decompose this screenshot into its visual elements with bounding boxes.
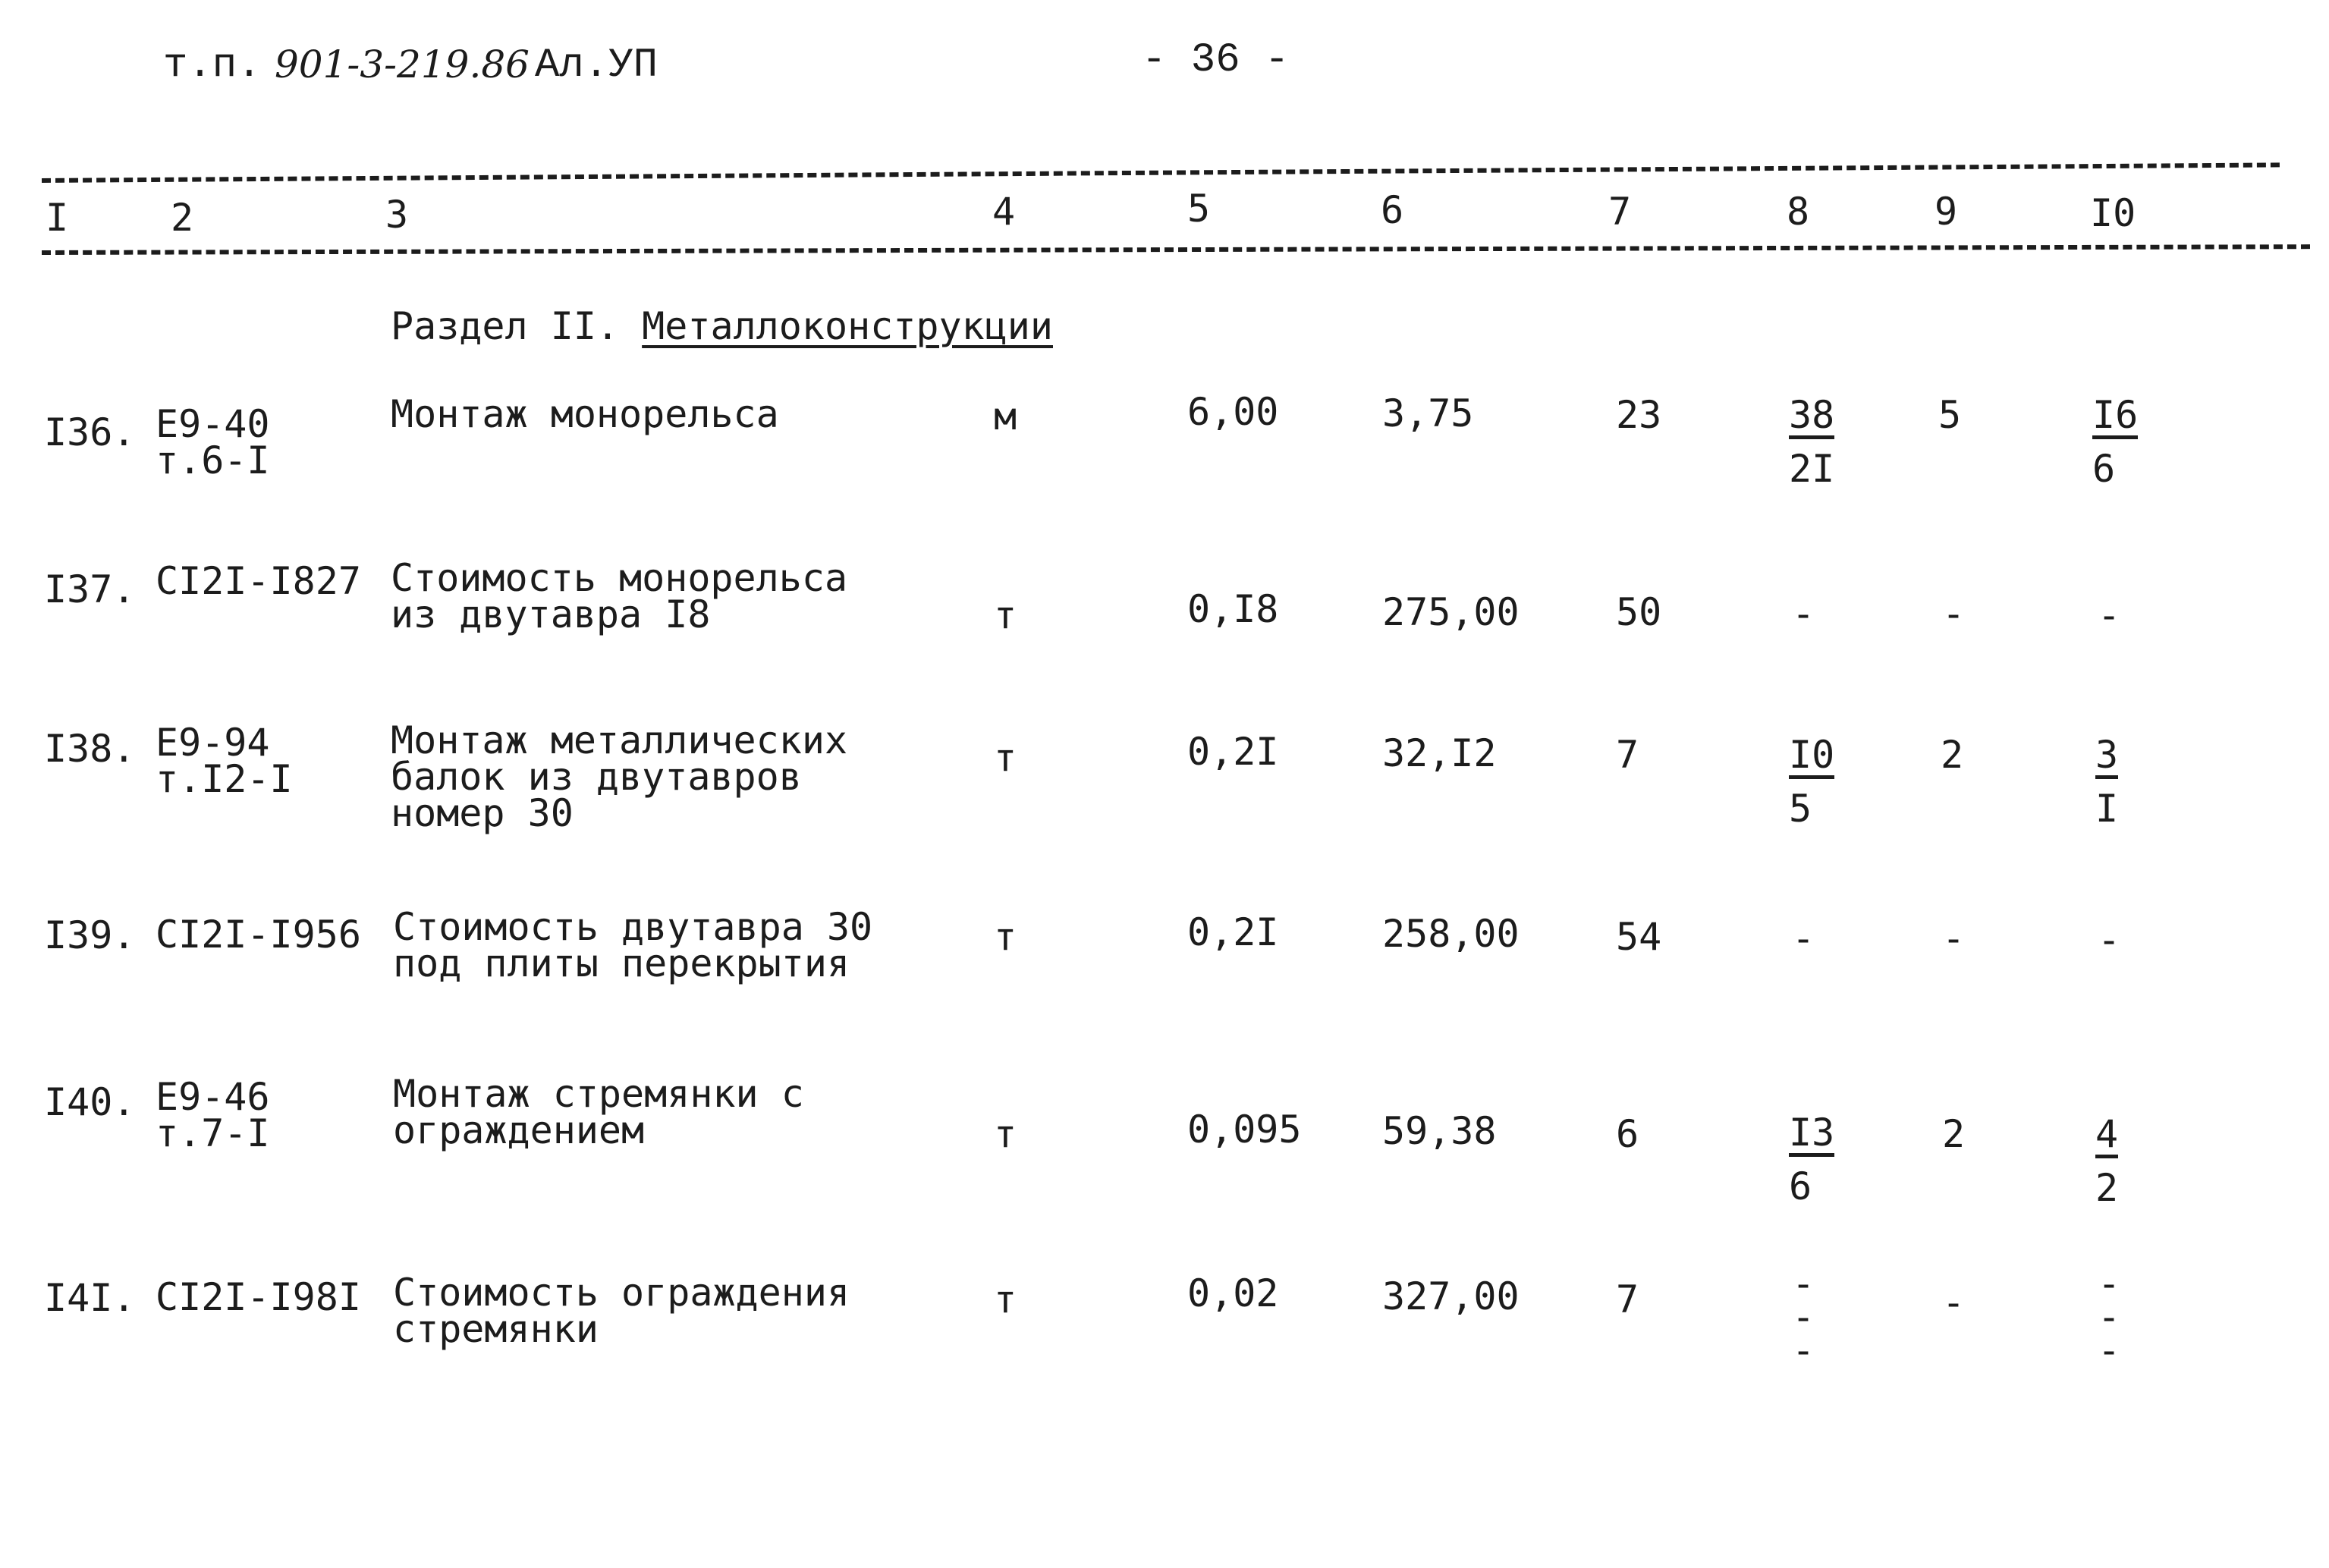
row-col8: - (1792, 916, 1815, 960)
col-header-3: 3 (385, 193, 409, 237)
row-code: E9-40 т.6-I (156, 402, 270, 482)
row-name: Монтаж стремянки с ограждением (393, 1072, 804, 1152)
fraction-numerator: 4 (2095, 1115, 2118, 1158)
row-code: CI2I-I827 (156, 559, 361, 603)
col-header-7: 7 (1608, 190, 1632, 234)
row-col10: - - - (2098, 1262, 2121, 1372)
header-bottom-rule (42, 244, 2310, 255)
row-col9: 2 (1941, 733, 1964, 777)
row-col8-fraction (1789, 393, 1835, 491)
fraction-denominator: 2I (1789, 447, 1835, 491)
row-number: I40. (44, 1080, 136, 1124)
row-col8: - - - (1792, 1262, 1815, 1372)
row-col8: - (1792, 592, 1815, 636)
row-total: 50 (1616, 590, 1662, 634)
row-price: 275,00 (1382, 590, 1520, 634)
row-col8-fraction (1789, 1111, 1835, 1208)
row-price: 3,75 (1382, 391, 1474, 435)
section-title: Металлоконструкции (642, 304, 1053, 348)
row-col9: - (1942, 592, 1966, 636)
col-header-2: 2 (171, 196, 194, 240)
fraction-denominator: I (2095, 787, 2119, 831)
row-total: 23 (1616, 393, 1662, 437)
section-heading (391, 304, 1053, 348)
row-number: I39. (44, 913, 136, 957)
doc-number: 901-3-219.86 (275, 42, 530, 86)
row-unit: т (994, 593, 1017, 637)
row-col10: - (2098, 593, 2121, 637)
fraction-numerator: 3 (2095, 736, 2118, 779)
header-top-rule (42, 162, 2280, 183)
row-col10-fraction (2095, 1112, 2119, 1210)
row-col9: 2 (1942, 1112, 1966, 1156)
row-total: 7 (1616, 1277, 1639, 1321)
fraction-numerator: I0 (1789, 736, 1834, 779)
row-col8-fraction (1789, 733, 1835, 831)
fraction-denominator: 2 (2095, 1166, 2119, 1210)
row-code: CI2I-I98I (156, 1275, 361, 1319)
row-code: E9-94 т.I2-I (156, 721, 293, 801)
row-code: CI2I-I956 (156, 913, 361, 957)
row-unit: м (994, 394, 1017, 438)
row-col9: - (1942, 916, 1966, 960)
row-price: 327,00 (1382, 1274, 1520, 1318)
section-prefix: Раздел II. (391, 304, 620, 348)
fraction-numerator: 38 (1789, 396, 1834, 439)
doc-prefix: т.п. (163, 42, 262, 89)
row-name: Стоимость двутавра 30 под плиты перекрытия (393, 905, 873, 985)
page-number: - 36 - (1142, 37, 1290, 83)
col-header-5: 5 (1187, 187, 1211, 231)
row-total: 7 (1616, 733, 1639, 777)
fraction-denominator: 6 (2092, 447, 2116, 491)
row-unit: т (994, 1277, 1017, 1321)
row-unit: т (994, 915, 1017, 959)
row-price: 32,I2 (1382, 731, 1497, 775)
row-qty: 0,2I (1187, 910, 1279, 954)
row-col10: - (2098, 918, 2121, 962)
row-qty: 0,02 (1187, 1271, 1279, 1315)
row-number: I37. (44, 567, 136, 611)
row-name: Стоимость монорельса из двутавра I8 (391, 556, 848, 636)
row-total: 6 (1616, 1112, 1639, 1156)
col-header-10: I0 (2090, 191, 2136, 235)
row-qty: 0,095 (1187, 1108, 1302, 1152)
row-name: Монтаж монорельса (391, 392, 779, 436)
col-header-4: 4 (992, 190, 1016, 234)
row-unit: т (994, 736, 1017, 780)
row-name: Монтаж металлических балок из двутавров номер 30 (391, 718, 848, 835)
row-price: 258,00 (1382, 912, 1520, 956)
row-number: I38. (44, 727, 136, 771)
row-total: 54 (1616, 915, 1662, 959)
row-col9: 5 (1938, 393, 1962, 437)
fraction-numerator: I3 (1789, 1114, 1834, 1157)
row-price: 59,38 (1382, 1109, 1497, 1153)
row-code: E9-46 т.7-I (156, 1075, 270, 1155)
row-name: Стоимость ограждения стремянки (393, 1271, 850, 1351)
row-col10-fraction (2095, 733, 2119, 831)
fraction-numerator: I6 (2092, 396, 2138, 439)
row-number: I4I. (44, 1276, 136, 1320)
fraction-denominator: 6 (1789, 1164, 1812, 1208)
row-qty: 0,I8 (1187, 587, 1279, 631)
col-header-8: 8 (1787, 190, 1810, 234)
col-header-6: 6 (1381, 188, 1404, 232)
doc-suffix: Ал.УП (535, 42, 658, 89)
row-qty: 6,00 (1187, 390, 1279, 434)
row-qty: 0,2I (1187, 730, 1279, 774)
row-col9: - (1942, 1280, 1966, 1324)
fraction-denominator: 5 (1789, 787, 1812, 831)
row-number: I36. (44, 410, 136, 454)
col-header-1: I (46, 196, 69, 240)
row-col10-fraction (2092, 393, 2139, 491)
col-header-9: 9 (1935, 190, 1958, 234)
row-unit: т (994, 1112, 1017, 1156)
